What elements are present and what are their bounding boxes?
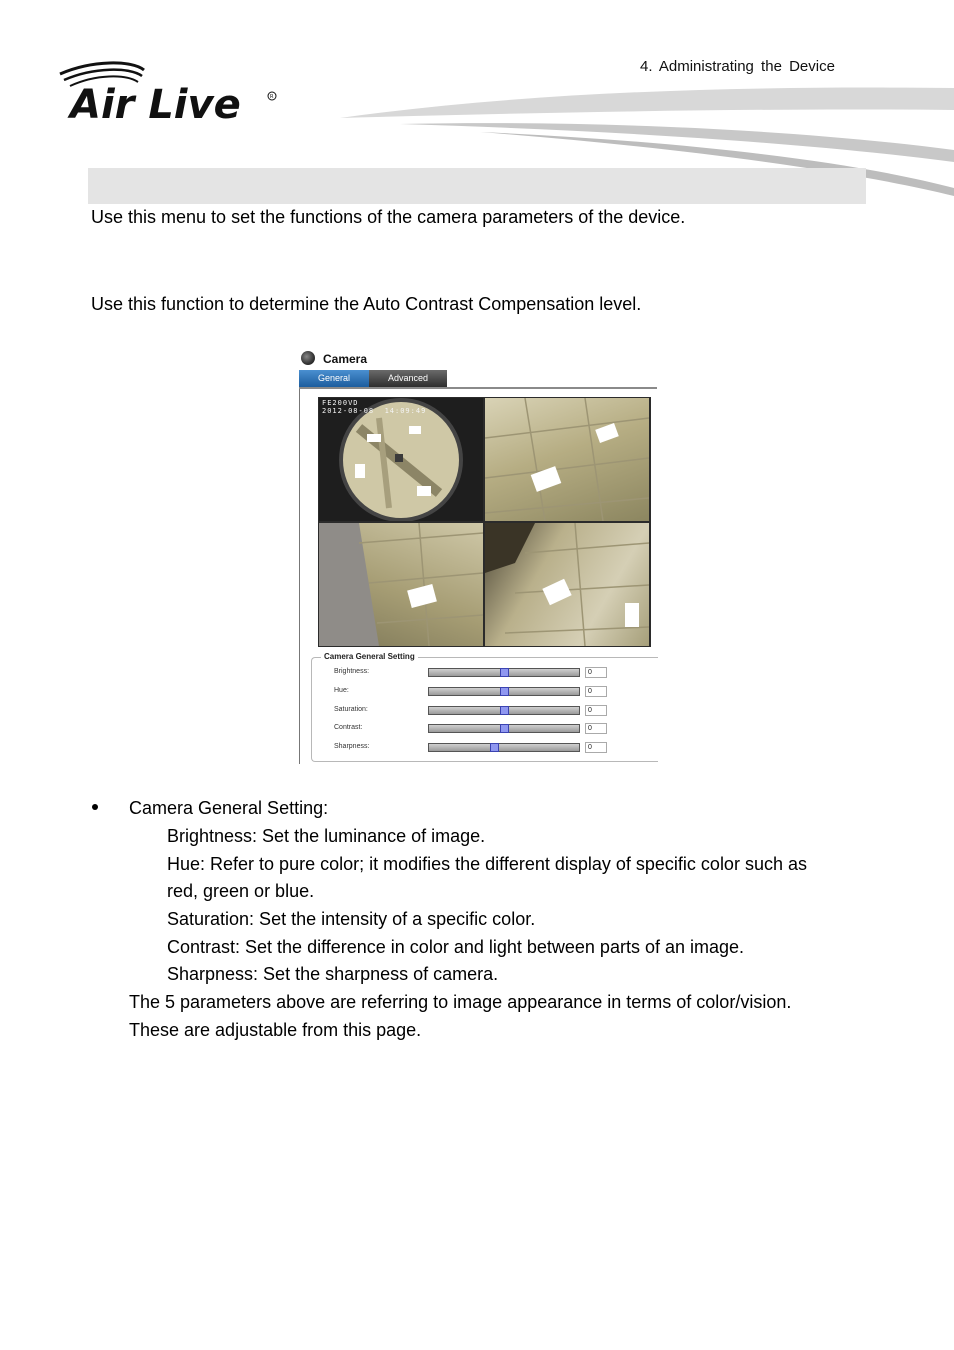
slider-thumb[interactable] bbox=[500, 724, 509, 733]
camera-settings-screenshot bbox=[299, 349, 657, 764]
bullet-icon bbox=[92, 804, 98, 810]
section-title-bar bbox=[88, 168, 866, 204]
camera-page-title: Camera bbox=[323, 352, 368, 366]
tab-advanced[interactable]: Advanced bbox=[369, 370, 447, 387]
list-item: Contrast: Set the difference in color and light between parts of an image. bbox=[167, 937, 745, 957]
brightness-slider[interactable] bbox=[428, 668, 580, 677]
summary-note: These are adjustable from this page. bbox=[129, 1020, 422, 1040]
osd-camera-name: FE200VD bbox=[322, 399, 359, 407]
sharpness-label: Sharpness: bbox=[334, 743, 370, 750]
setting-row-sharpness bbox=[299, 742, 657, 754]
list-item: Sharpness: Set the sharpness of camera. bbox=[167, 964, 499, 984]
sharpness-value-input[interactable]: 0 bbox=[585, 742, 607, 753]
camera-general-setting-title: Camera General Setting bbox=[321, 652, 418, 661]
tab-divider bbox=[299, 387, 657, 389]
svg-text:R: R bbox=[270, 94, 274, 100]
slider-thumb[interactable] bbox=[490, 743, 499, 752]
fisheye-view-image bbox=[319, 398, 483, 521]
video-pane-bottom-right bbox=[485, 523, 649, 646]
sharpness-slider[interactable] bbox=[428, 743, 580, 752]
video-pane-bottom-left bbox=[319, 523, 483, 646]
contrast-slider[interactable] bbox=[428, 724, 580, 733]
slider-thumb[interactable] bbox=[500, 706, 509, 715]
chapter-heading: 4. Administrating the Device bbox=[640, 58, 835, 75]
hue-value-input[interactable]: 0 bbox=[585, 686, 607, 697]
saturation-value-input[interactable]: 0 bbox=[585, 705, 607, 716]
corner-view-image bbox=[485, 523, 649, 646]
hue-label: Hue: bbox=[334, 687, 349, 694]
video-pane-fisheye bbox=[319, 398, 483, 521]
list-item: red, green or blue. bbox=[167, 881, 315, 901]
setting-row-hue bbox=[299, 686, 657, 698]
video-preview bbox=[318, 397, 651, 647]
list-heading: Camera General Setting: bbox=[129, 798, 329, 818]
setting-row-contrast bbox=[299, 723, 657, 735]
tab-general[interactable]: General bbox=[299, 370, 369, 387]
list-item: Saturation: Set the intensity of a specific color. bbox=[167, 909, 536, 929]
camera-icon bbox=[301, 351, 315, 365]
contrast-label: Contrast: bbox=[334, 724, 363, 731]
wall-view-image bbox=[319, 523, 483, 646]
list-item: Hue: Refer to pure color; it modifies the different display of specific color such as bbox=[167, 854, 807, 874]
slider-thumb[interactable] bbox=[500, 668, 509, 677]
contrast-value-input[interactable]: 0 bbox=[585, 723, 607, 734]
saturation-slider[interactable] bbox=[428, 706, 580, 715]
camera-title-row bbox=[299, 349, 657, 369]
airlive-logo bbox=[52, 58, 282, 128]
setting-row-saturation bbox=[299, 705, 657, 717]
intro-paragraph: Use this menu to set the functions of the camera parameters of the device. bbox=[91, 207, 686, 227]
camera-tabs bbox=[299, 370, 657, 387]
list-item: Brightness: Set the luminance of image. bbox=[167, 826, 486, 846]
osd-timestamp: 2012-08-08 14:09:49 bbox=[322, 407, 427, 415]
logo-text: Air Live bbox=[70, 82, 241, 128]
video-pane-top-right bbox=[485, 398, 649, 521]
ceiling-view-image bbox=[485, 398, 649, 521]
slider-thumb[interactable] bbox=[500, 687, 509, 696]
saturation-label: Saturation: bbox=[334, 706, 368, 713]
setting-row-brightness bbox=[299, 667, 657, 679]
brightness-label: Brightness: bbox=[334, 668, 370, 675]
function-description: Use this function to determine the Auto Contrast Compensation level. bbox=[91, 294, 642, 314]
summary-note: The 5 parameters above are referring to image appearance in terms of color/vision. bbox=[129, 992, 792, 1012]
brightness-value-input[interactable]: 0 bbox=[585, 667, 607, 678]
hue-slider[interactable] bbox=[428, 687, 580, 696]
